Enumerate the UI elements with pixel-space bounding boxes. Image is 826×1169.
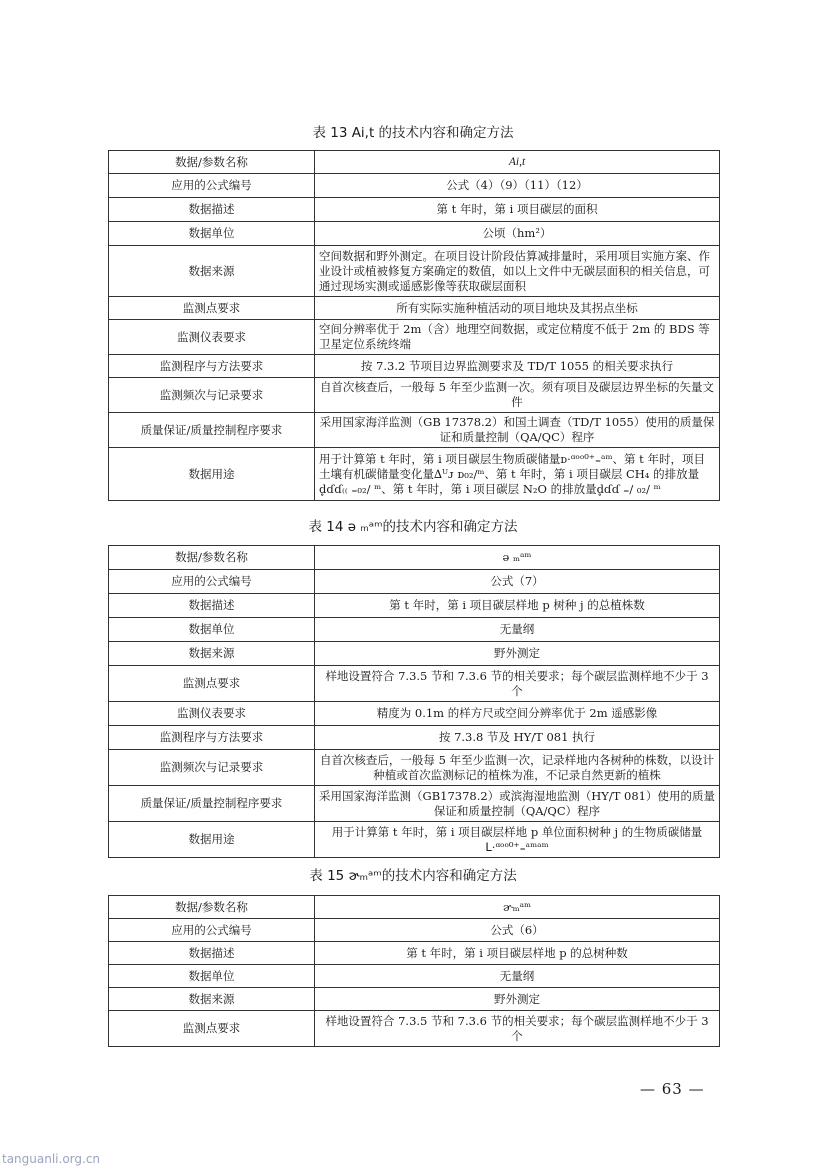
page-number: — 63 —: [640, 1080, 705, 1098]
table15: [108, 895, 720, 1047]
row-key: 数据描述: [109, 942, 315, 965]
row-key: 数据单位: [109, 222, 315, 246]
table-row: [109, 198, 720, 222]
table-row: [109, 546, 720, 570]
table13-caption: 表 13 Ai,t 的技术内容和确定方法: [312, 125, 514, 141]
table14: [108, 545, 720, 858]
row-key: 监测频次与记录要求: [109, 750, 315, 786]
table-row: [109, 726, 720, 750]
table-row: [109, 942, 720, 965]
row-key: 数据来源: [109, 246, 315, 297]
row-value: 公顷（hm²）: [315, 222, 720, 246]
table-row: [109, 378, 720, 413]
table-row: [109, 896, 720, 919]
table-row: [109, 320, 720, 355]
table-row: [109, 594, 720, 618]
row-value: 自首次核查后，一般每 5 年至少监测一次。须有项目及碳层边界坐标的矢量文件: [315, 378, 720, 413]
table14-caption: 表 14 ǝ ₘᵃᵐ的技术内容和确定方法: [308, 519, 518, 535]
row-value: 样地设置符合 7.3.5 节和 7.3.6 节的相关要求；每个碳层监测样地不少于 3 个: [315, 666, 720, 702]
row-value: 按 7.3.2 节项目边界监测要求及 TD/T 1055 的相关要求执行: [315, 355, 720, 378]
table-row: [109, 448, 720, 501]
row-value: 野外测定: [315, 988, 720, 1011]
row-key: 监测程序与方法要求: [109, 726, 315, 750]
table-row: [109, 297, 720, 320]
table-row: [109, 413, 720, 448]
row-key: 监测点要求: [109, 666, 315, 702]
table-row: [109, 246, 720, 297]
row-value: 第 t 年时，第 i 项目碳层样地 p 的总树种数: [315, 942, 720, 965]
row-key: 监测仪表要求: [109, 320, 315, 355]
row-key: 应用的公式编号: [109, 919, 315, 942]
row-key: 应用的公式编号: [109, 570, 315, 594]
row-key: 数据来源: [109, 642, 315, 666]
row-key: 应用的公式编号: [109, 174, 315, 198]
row-key: 数据/参数名称: [109, 546, 315, 570]
row-value: 自首次核查后，一般每 5 年至少监测一次，记录样地内各树种的株数，以设计种植或首次监测标记的植株为准，不记录自然更新的植株: [315, 750, 720, 786]
row-value: Ai,t: [315, 151, 720, 174]
row-value: 无量纲: [315, 618, 720, 642]
table-row: [109, 965, 720, 988]
table13: [108, 150, 720, 501]
table-row: [109, 750, 720, 786]
row-key: 监测频次与记录要求: [109, 378, 315, 413]
watermark-text: tanguanli.org.cn: [2, 1152, 101, 1166]
table-row: [109, 786, 720, 822]
table-row: [109, 151, 720, 174]
row-key: 监测程序与方法要求: [109, 355, 315, 378]
table-row: [109, 174, 720, 198]
table-row: [109, 988, 720, 1011]
table15-caption: 表 15 ɚₘᵃᵐ的技术内容和确定方法: [309, 868, 517, 884]
table-row: [109, 1011, 720, 1047]
row-key: 数据单位: [109, 618, 315, 642]
row-value: 公式（7）: [315, 570, 720, 594]
table-row: [109, 919, 720, 942]
row-key: 数据来源: [109, 988, 315, 1011]
table-row: [109, 618, 720, 642]
table-row: [109, 570, 720, 594]
row-key: 数据用途: [109, 822, 315, 858]
row-value: 采用国家海洋监测（GB 17378.2）和国土调查（TD/T 1055）使用的质量保证和质量控制（QA/QC）程序: [315, 413, 720, 448]
row-key: 监测点要求: [109, 1011, 315, 1047]
table-row: [109, 222, 720, 246]
table-row: [109, 355, 720, 378]
row-key: 数据用途: [109, 448, 315, 501]
table-row: [109, 822, 720, 858]
row-value: 公式（6）: [315, 919, 720, 942]
row-key: 质量保证/质量控制程序要求: [109, 413, 315, 448]
row-key: 监测点要求: [109, 297, 315, 320]
row-value: 用于计算第 t 年时，第 i 项目碳层样地 p 单位面积树种 j 的生物质碳储量ᒪ·ᵅᵒᵒ⁰⁺₌ᵃᵐᵃᵐ: [315, 822, 720, 858]
row-key: 质量保证/质量控制程序要求: [109, 786, 315, 822]
row-value: 按 7.3.8 节及 HY/T 081 执行: [315, 726, 720, 750]
row-value: 野外测定: [315, 642, 720, 666]
row-value: 精度为 0.1m 的样方尺或空间分辨率优于 2m 遥感影像: [315, 702, 720, 726]
row-value: 空间数据和野外测定。在项目设计阶段估算减排量时，采用项目实施方案、作业设计或植被修复方案确定的数值，如以上文件中无碳层面积的相关信息，可通过现场实测或遥感影像等获取碳层面积: [315, 246, 720, 297]
row-value: 用于计算第 t 年时，第 i 项目碳层生物质碳储量ᴅ·ᵅᵒᵒ⁰⁺₌ᵃᵐ、第 t 年时，项目土壤有机碳储量变化量∆ᵁᴊ ᴅ₀₂/ᵐ、第 t 年时，第 i 项目碳层 CH₄ 的排放量d̥ɗɗ₍₍ ₌₀₂/ ᵐ、第 t 年时，第 i 项目碳层 N₂O 的排放量d̥ɗɗ ₌/ ₀₂/ ᵐ: [315, 448, 720, 501]
row-value: 所有实际实施种植活动的项目地块及其拐点坐标: [315, 297, 720, 320]
row-key: 数据描述: [109, 198, 315, 222]
row-value: 采用国家海洋监测（GB17378.2）或滨海湿地监测（HY/T 081）使用的质量保证和质量控制（QA/QC）程序: [315, 786, 720, 822]
row-value: 无量纲: [315, 965, 720, 988]
row-key: 监测仪表要求: [109, 702, 315, 726]
row-value: 空间分辨率优于 2m（含）地理空间数据，或定位精度不低于 2m 的 BDS 等卫星定位系统终端: [315, 320, 720, 355]
row-key: 数据单位: [109, 965, 315, 988]
row-key: 数据/参数名称: [109, 151, 315, 174]
table-row: [109, 666, 720, 702]
row-value: 第 t 年时，第 i 项目碳层样地 p 树种 j 的总植株数: [315, 594, 720, 618]
row-value: 公式（4）（9）（11）（12）: [315, 174, 720, 198]
row-value: ɚₘᵃᵐ: [315, 896, 720, 919]
row-key: 数据/参数名称: [109, 896, 315, 919]
row-value: 第 t 年时，第 i 项目碳层的面积: [315, 198, 720, 222]
table-row: [109, 702, 720, 726]
table-row: [109, 642, 720, 666]
row-key: 数据描述: [109, 594, 315, 618]
row-value: 样地设置符合 7.3.5 节和 7.3.6 节的相关要求；每个碳层监测样地不少于 3 个: [315, 1011, 720, 1047]
row-value: ǝ ₘᵃᵐ: [315, 546, 720, 570]
